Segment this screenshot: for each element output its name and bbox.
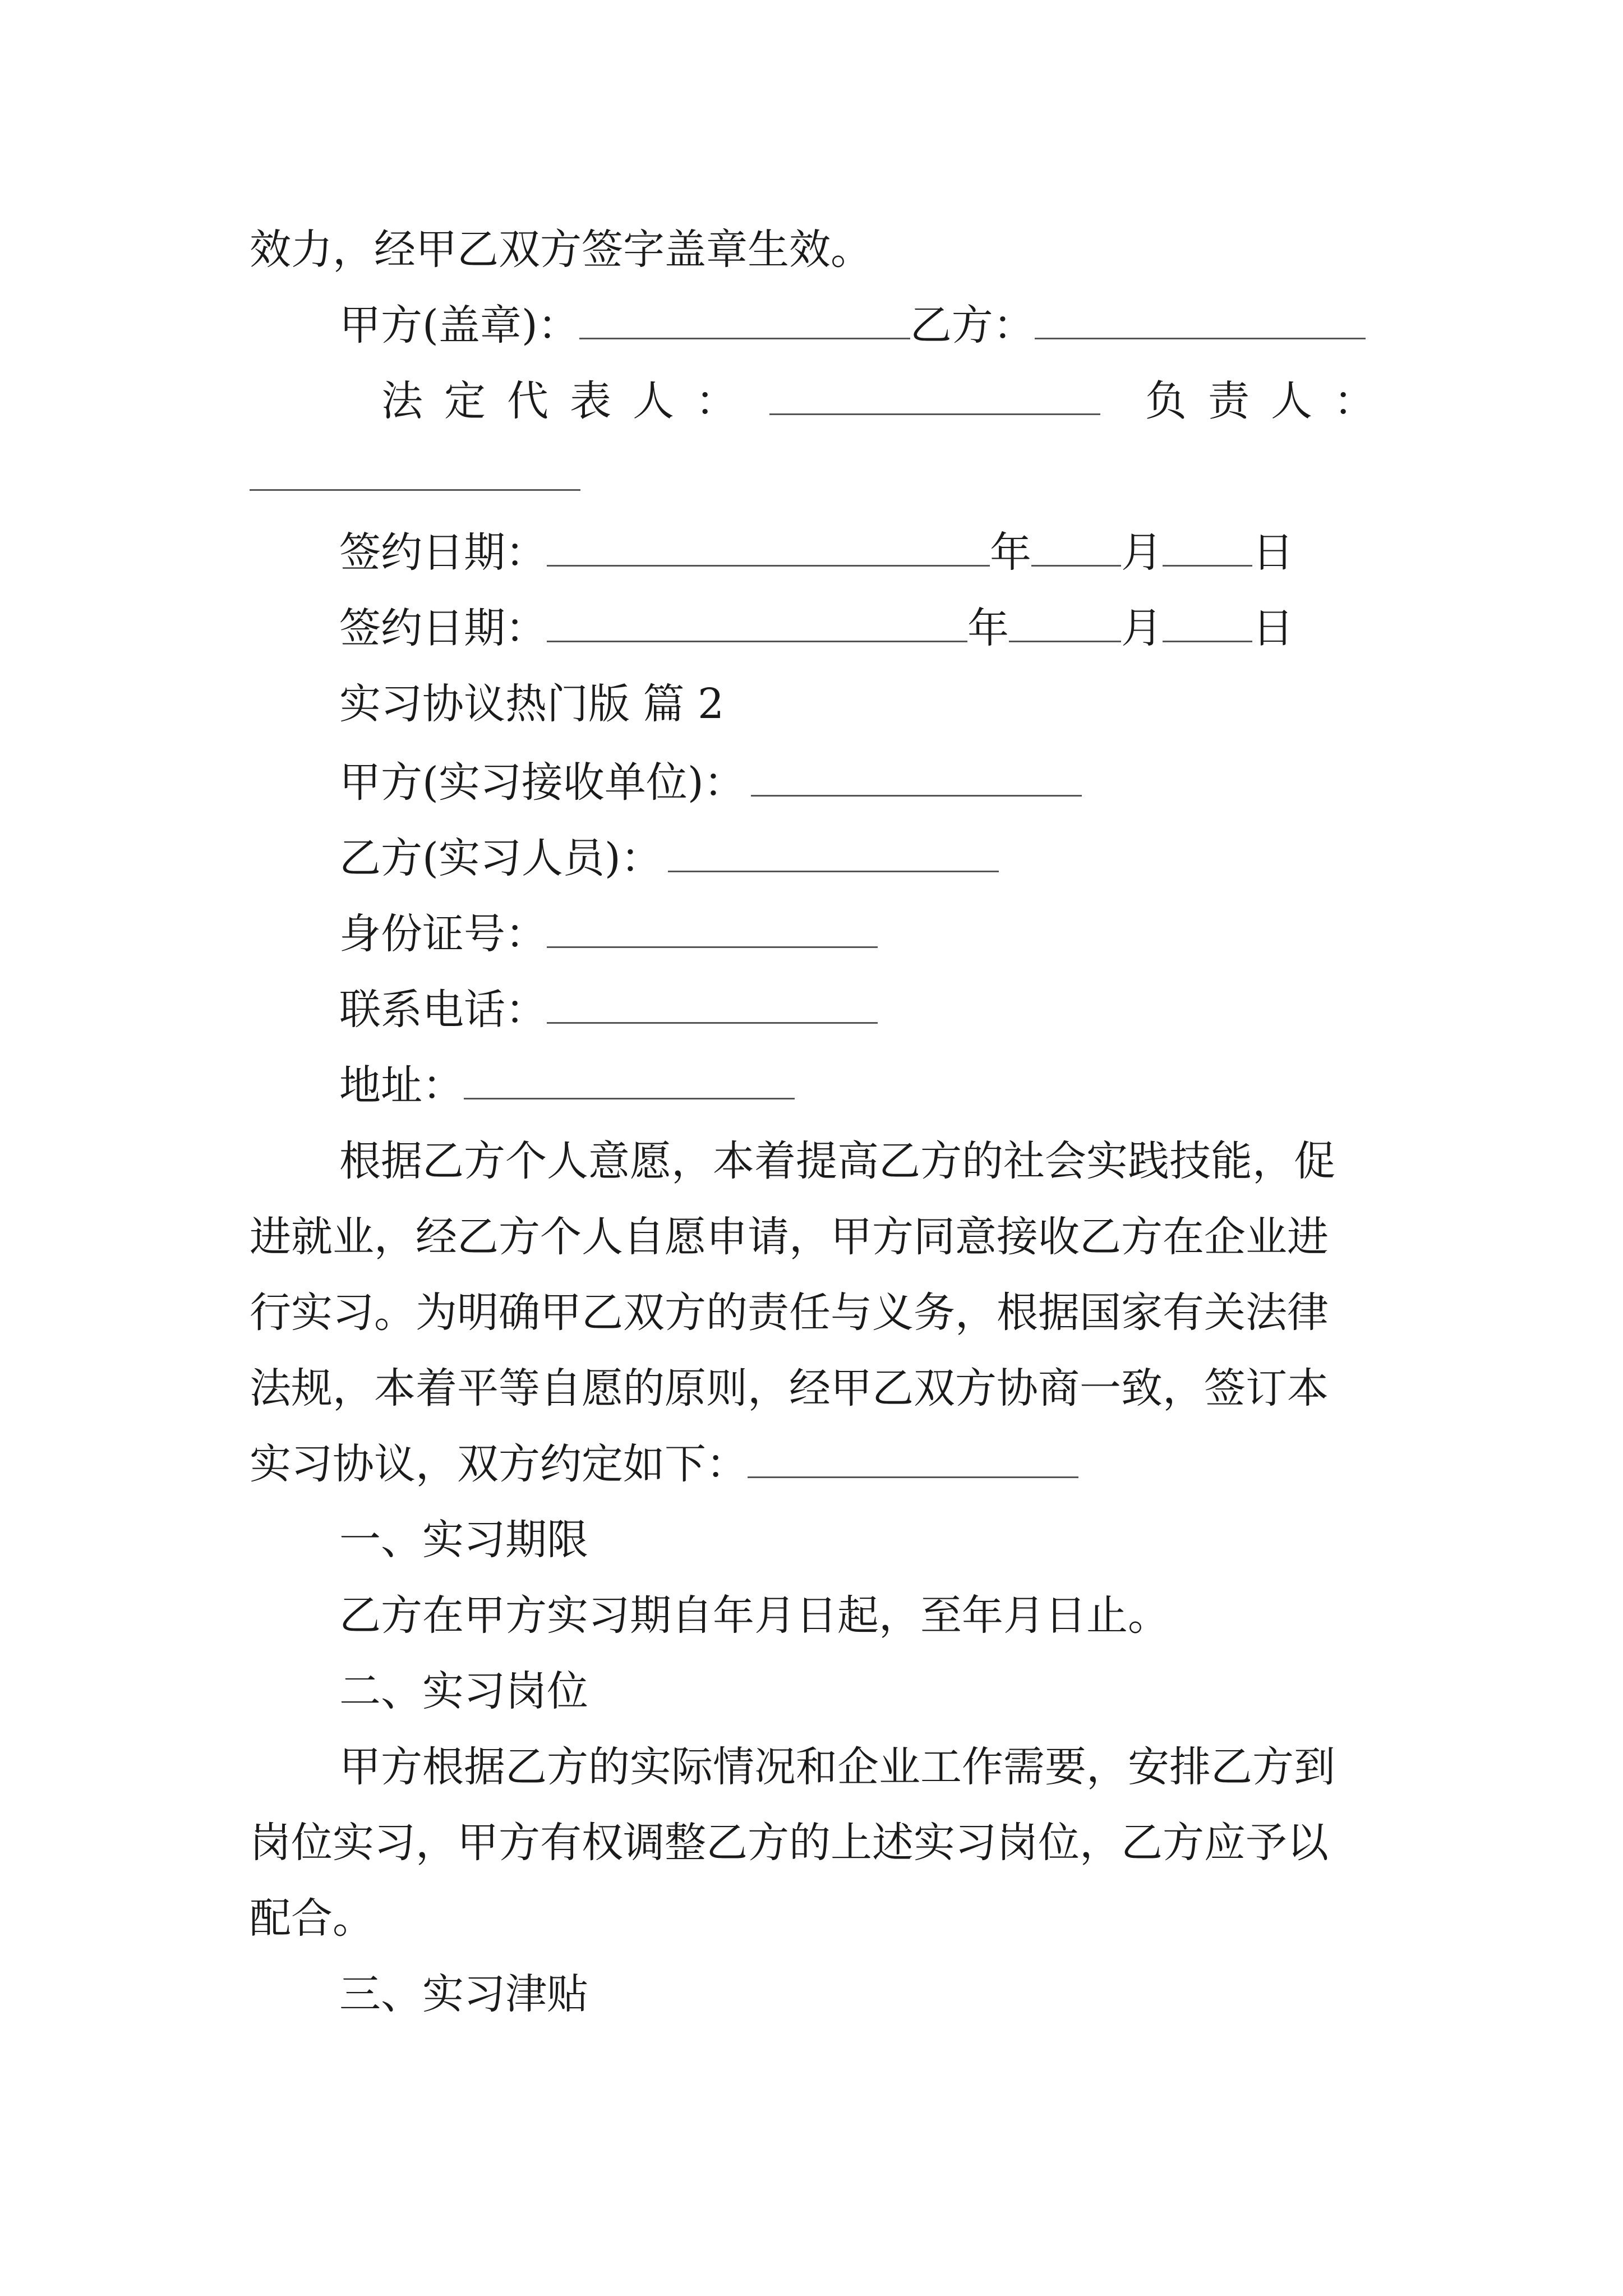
label-sign-date-1: 签约日期： <box>339 528 547 577</box>
blank-responsible[interactable] <box>250 450 580 491</box>
blank-day-1[interactable] <box>1163 526 1252 567</box>
blank-party-a-unit[interactable] <box>751 756 1082 797</box>
line-sign-date-2 <box>339 600 1623 656</box>
line-responsible-blank <box>250 449 1623 505</box>
label-year-1: 年 <box>990 528 1031 577</box>
line-sign-date-1 <box>339 524 1623 581</box>
paragraph-line: 进就业，经乙方个人自愿申请，甲方同意接收乙方在企业进 <box>250 1213 1329 1261</box>
label-party-b-person: 乙方(实习人员)： <box>339 834 662 882</box>
paragraph-line: 甲方根据乙方的实际情况和企业工作需要，安排乙方到 <box>339 1743 1335 1791</box>
label-party-a-seal: 甲方(盖章)： <box>339 301 579 349</box>
paragraph-line: 配合。 <box>250 1894 374 1943</box>
text-effect: 效力，经甲乙双方签字盖章生效。 <box>250 226 872 274</box>
label-legal-rep: 法定代表人： <box>381 377 758 425</box>
label-day-2: 日 <box>1252 604 1294 652</box>
section-heading: 一、实习期限 <box>339 1516 588 1564</box>
line-legal-rep <box>381 373 1623 429</box>
blank-party-a-seal[interactable] <box>579 298 910 339</box>
paragraph-line: 根据乙方个人意愿，本着提高乙方的社会实践技能，促 <box>339 1137 1335 1185</box>
blank-legal-rep[interactable] <box>769 374 1100 415</box>
label-year-2: 年 <box>967 604 1009 652</box>
heading-part-2: 实习协议热门版 篇 2 <box>339 680 725 728</box>
line-phone <box>339 982 1623 1038</box>
section-heading-2 <box>339 676 1623 732</box>
label-party-b: 乙方： <box>910 301 1035 349</box>
label-phone: 联系电话： <box>339 986 547 1034</box>
label-address: 地址： <box>339 1061 464 1110</box>
paragraph-line: 法规，本着平等自愿的原则，经甲乙双方协商一致，签订本 <box>250 1364 1329 1412</box>
label-responsible: 负责人： <box>1145 377 1396 425</box>
label-sign-date-2: 签约日期： <box>339 604 547 652</box>
blank-month-1[interactable] <box>1031 526 1121 567</box>
paragraph-line: 岗位实习，甲方有权调整乙方的上述实习岗位，乙方应予以 <box>250 1819 1329 1867</box>
blank-address[interactable] <box>464 1059 795 1099</box>
blank-day-2[interactable] <box>1163 601 1252 642</box>
label-month-2: 月 <box>1121 604 1163 652</box>
section-heading: 二、实习岗位 <box>339 1667 588 1715</box>
blank-agreement[interactable] <box>748 1437 1078 1478</box>
line-party-b-person <box>339 830 1623 886</box>
label-party-a-unit: 甲方(实习接收单位)： <box>339 758 745 807</box>
label-id-number: 身份证号： <box>339 910 547 958</box>
paragraph-line: 实习协议，双方约定如下： <box>250 1436 1623 1492</box>
section-heading: 三、实习津贴 <box>339 1970 588 2018</box>
line-effect <box>250 222 1623 278</box>
line-address <box>339 1057 1623 1114</box>
label-month-1: 月 <box>1121 528 1163 577</box>
blank-party-b-person[interactable] <box>668 831 999 872</box>
line-party-a-seal <box>339 297 1623 353</box>
line-party-a-unit <box>339 754 1623 811</box>
blank-party-b[interactable] <box>1035 298 1366 339</box>
label-day-1: 日 <box>1252 528 1294 577</box>
blank-sign-date-1[interactable] <box>547 526 990 567</box>
blank-sign-date-2[interactable] <box>547 601 967 642</box>
blank-phone[interactable] <box>547 983 878 1024</box>
paragraph-line: 行实习。为明确甲乙双方的责任与义务，根据国家有关法律 <box>250 1289 1329 1337</box>
paragraph-line: 乙方在甲方实习期自年月日起，至年月日止。 <box>339 1591 1169 1640</box>
blank-month-2[interactable] <box>1009 601 1121 642</box>
line-id-number <box>339 906 1623 962</box>
blank-id-number[interactable] <box>547 907 878 948</box>
